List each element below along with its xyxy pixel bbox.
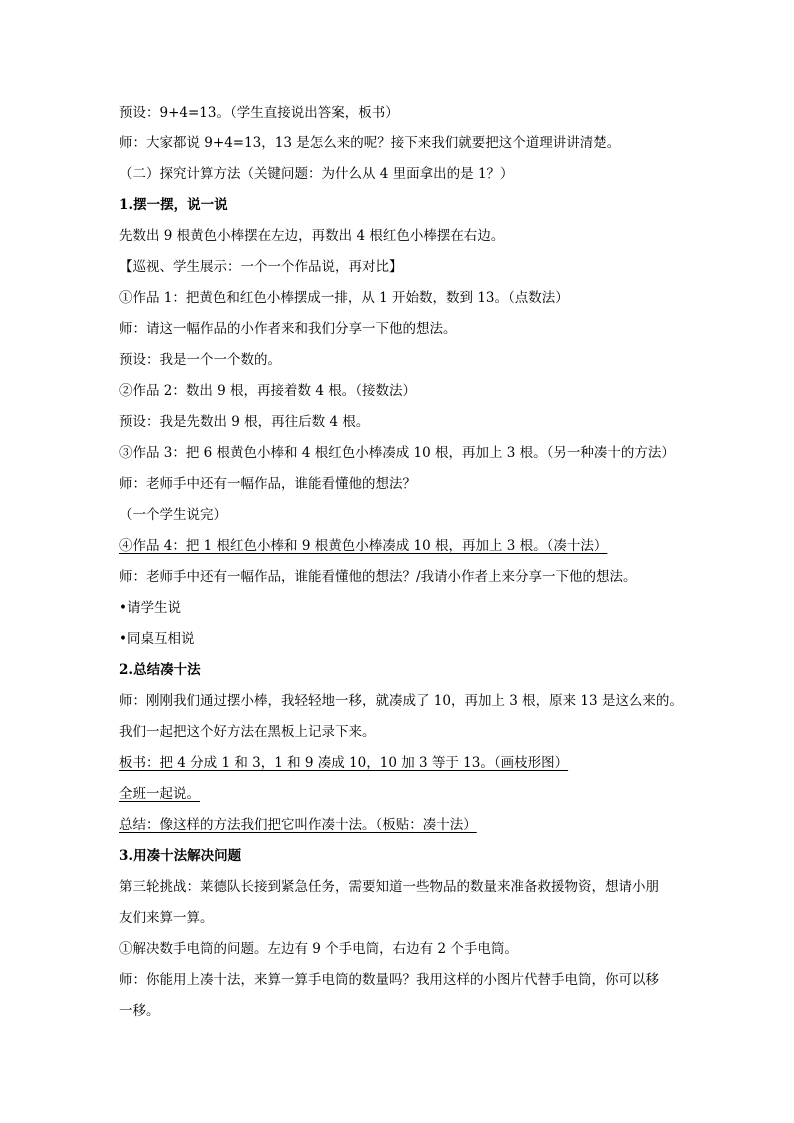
paragraph-preset-one-by-one: 预设：我是一个一个数的。 — [119, 352, 281, 368]
paragraph-summary: 总结：像这样的方法我们把它叫作凑十法。（板贴：凑十法） — [119, 817, 477, 833]
paragraph-count-sticks: 先数出 9 根黄色小棒摆在左边，再数出 4 根红色小棒摆在右边。 — [119, 228, 505, 244]
bullet-peer-says: •同桌互相说 — [119, 631, 195, 647]
paragraph-class-says: 全班一起说。 — [119, 786, 200, 802]
bullet-student-says: •请学生说 — [119, 600, 181, 616]
paragraph-teacher-flashlights: 师：你能用上凑十法，来算一算手电筒的数量吗？我用这样的小图片代替手电筒，你可以移 — [119, 972, 659, 988]
subheading-arrange: 1.摆一摆，说一说 — [119, 197, 228, 213]
paragraph-patrol: 【巡视、学生展示：一个一个作品说，再对比】 — [119, 259, 403, 275]
paragraph-third-round: 第三轮挑战：莱德队长接到紧急任务，需要知道一些物品的数量来准备救援物资，想请小朋 — [119, 879, 659, 895]
paragraph-teacher-another-work: 师：老师手中还有一幅作品，谁能看懂他的想法？ — [119, 476, 416, 492]
paragraph-teacher-sticks: 师：刚刚我们通过摆小棒，我轻轻地一移，就凑成了 10，再加上 3 根，原来 13 是这么来的。 — [119, 693, 683, 709]
paragraph-board-writing: 板书：把 4 分成 1 和 3，1 和 9 凑成 10，10 加 3 等于 13。（画枝形图） — [119, 755, 569, 771]
paragraph-teacher-share: 师：请这一幅作品的小作者来和我们分享一下他的想法。 — [119, 321, 457, 337]
paragraph-work-1: ①作品 1：把黄色和红色小棒摆成一排，从 1 开始数，数到 13。（点数法） — [119, 290, 569, 306]
paragraph-teacher-flashlights-cont: 一移。 — [119, 1003, 160, 1019]
section-heading-explore: （二）探究计算方法（关键问题：为什么从 4 里面拿出的是 1？） — [119, 166, 514, 182]
subheading-solve: 3.用凑十法解决问题 — [119, 848, 242, 864]
paragraph-work-4: ④作品 4：把 1 根红色小棒和 9 根黄色小棒凑成 10 根，再加上 3 根。（凑十法） — [119, 538, 608, 554]
paragraph-preset-answer: 预设：9+4=13。（学生直接说出答案，板书） — [119, 105, 399, 121]
paragraph-student-finished: （一个学生说完） — [119, 507, 227, 523]
subheading-summarize: 2.总结凑十法 — [119, 662, 201, 678]
paragraph-teacher-question: 师：大家都说 9+4=13，13 是怎么来的呢？接下来我们就要把这个道理讲讲清楚。 — [119, 135, 621, 151]
paragraph-work-3: ③作品 3：把 6 根黄色小棒和 4 根红色小棒凑成 10 根，再加上 3 根。（另一种凑十的方法） — [119, 445, 675, 461]
paragraph-teacher-another-work-2: 师：老师手中还有一幅作品，谁能看懂他的想法？/我请小作者上来分享一下他的想法。 — [119, 569, 637, 585]
paragraph-third-round-cont: 友们来算一算。 — [119, 910, 214, 926]
paragraph-flashlights: ①解决数手电筒的问题。左边有 9 个手电筒，右边有 2 个手电筒。 — [119, 941, 518, 957]
paragraph-work-2: ②作品 2：数出 9 根，再接着数 4 根。（接数法） — [119, 383, 416, 399]
paragraph-record: 我们一起把这个好方法在黑板上记录下来。 — [119, 724, 376, 740]
paragraph-preset-count-on: 预设：我是先数出 9 根，再往后数 4 根。 — [119, 414, 370, 430]
